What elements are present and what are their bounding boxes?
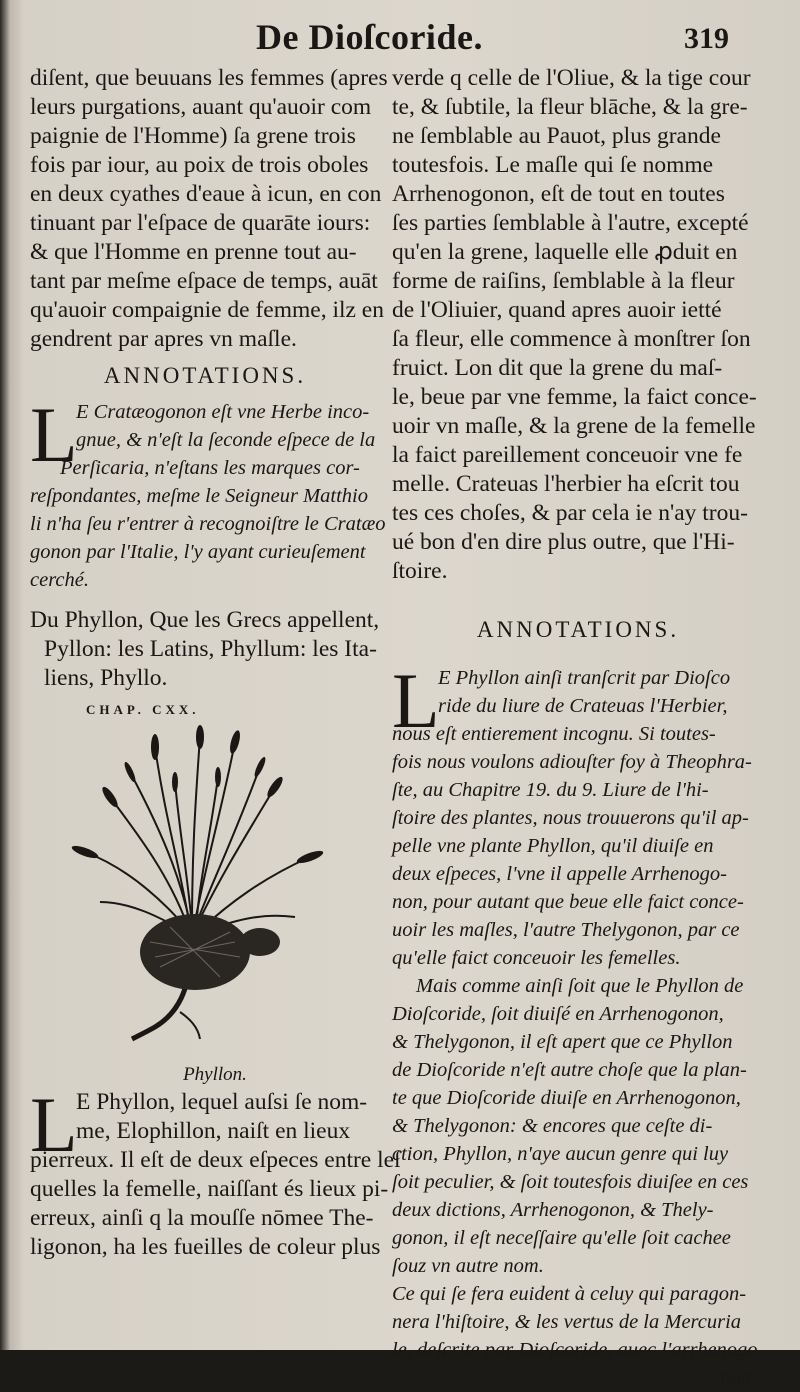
annotation-line: reſpondantes, meſme le Seigneur Matthio — [30, 485, 368, 507]
annotation-line: pelle vne plante Phyllon, qu'il diuiſe en — [392, 835, 714, 857]
annotation-line: uoir les maſles, l'autre Thelygonon, par ce — [392, 919, 740, 941]
text-line: Arrhenogonon, eſt de tout en toutes — [392, 181, 725, 207]
text-line: toutesfois. Le maſle qui ſe nomme — [392, 152, 714, 178]
text-line: en deux cyathes d'eaue à icun, en con — [30, 181, 382, 207]
annotation-line: Perſicaria, n'eſtans les marques cor- — [60, 457, 360, 479]
annotation-line: de Dioſcoride n'eſt autre choſe que la plan- — [392, 1059, 747, 1081]
annotation-paragraph-2 — [392, 972, 764, 1280]
annotation-line: nera l'hiſtoire, & les vertus de la Mercuria — [392, 1311, 742, 1333]
text-line: fois par iour, au poix de trois oboles — [30, 152, 369, 178]
left-column — [30, 64, 401, 1262]
annotation-line: ſte, au Chapitre 19. du 9. Liure de l'hi- — [392, 779, 709, 801]
text-line: melle. Crateuas l'herbier ha eſcrit tou — [392, 471, 740, 497]
chapter-title — [30, 606, 380, 693]
text-line: ſa fleur, elle commence à monſtrer ſon — [392, 326, 751, 352]
text-line: leurs purgations, auant qu'auoir com — [30, 94, 372, 120]
page-number: 319 — [684, 22, 729, 55]
figure-caption: Phyllon. — [183, 1064, 247, 1085]
annotation-line: E Phyllon ainſi tranſcrit par Dioſco — [438, 667, 731, 689]
text-line: ué bon d'en dire plus outre, que l'Hi- — [392, 529, 735, 555]
annotation-line: ſouz vn autre nom. — [392, 1255, 544, 1277]
annotation-line: & Thelygonon: & encores que ceſte di- — [392, 1115, 713, 1137]
body-line: ligonon, ha les fueilles de coleur plus — [30, 1234, 381, 1260]
text-line: diſent, que beuuans les femmes (apres — [30, 65, 388, 91]
annotation-line: ction, Phyllon, n'aye aucun genre qui luy — [392, 1143, 729, 1165]
page-header — [0, 14, 800, 60]
text-line: paignie de l'Homme) ſa grene trois — [30, 123, 356, 149]
annotation-line: non, pour autant que beue elle faict conce- — [392, 891, 744, 913]
text-line: la faict pareillement conceuoir vne fe — [392, 442, 743, 468]
annotation-line: li n'ha ſeu r'entrer à recognoiſtre le Cratæo — [30, 513, 386, 535]
drop-cap: L — [30, 1081, 78, 1168]
body-line: quelles la femelle, naiſſant és lieux pi- — [30, 1176, 389, 1202]
annotation-line: gonon par l'Italie, l'y ayant curieuſement — [30, 541, 366, 563]
chapter-body — [30, 1081, 401, 1262]
text-line: uoir vn maſle, & la grene de la femelle — [392, 413, 756, 439]
text-line: ne ſemblable au Pauot, plus grande — [392, 123, 721, 149]
annotation-line: & Thelygonon, il eſt apert que ce Phyllon — [392, 1031, 733, 1053]
annotation-line: ride du liure de Crateuas l'Herbier, — [438, 695, 728, 717]
annotation-line: deux dictions, Arrhenogonon, & Thely- — [392, 1199, 714, 1221]
chapter-title-line: liens, Phyllo. — [44, 665, 168, 691]
annotation-line: gonon, il eſt neceſſaire qu'elle ſoit cachee — [392, 1227, 731, 1249]
text-line: qu'auoir compaignie de femme, ilz en — [30, 297, 384, 323]
annotation-line: te que Dioſcoride diuiſe en Arrhenogonon, — [392, 1087, 741, 1109]
annotation-line: cerché. — [30, 569, 89, 591]
annotation-line: Mais comme ainſi ſoit que le Phyllon de — [416, 975, 744, 997]
annotation-line: le, deſcrite par Dioſcoride, auec l'arrhenogo — [392, 1339, 758, 1361]
annotations-heading: ANNOTATIONS. — [476, 617, 680, 642]
drop-cap: L — [30, 391, 78, 478]
body-line: me, Elophillon, naiſt en lieux — [76, 1118, 351, 1144]
annotations-heading: ANNOTATIONS. — [103, 363, 307, 388]
text-line: gendrent par apres vn maſle. — [30, 326, 297, 352]
annotation-paragraph-3 — [392, 1280, 764, 1392]
chapter-number: CHAP. CXX. — [86, 702, 200, 717]
chapter-title-line: Pyllon: les Latins, Phyllum: les Ita- — [44, 636, 377, 662]
text-line: ſtoire. — [392, 558, 448, 584]
annotation-line: fois nous voulons adiouſter foy à Theophra- — [392, 751, 752, 773]
annotation-line: Ce qui ſe fera euident à celuy qui paragon- — [392, 1283, 747, 1305]
text-line: le, beue par vne femme, la faict conce- — [392, 384, 757, 410]
text-line: tinuant par l'eſpace de quarāte iours: — [30, 210, 371, 236]
text-line: forme de raiſins, ſemblable à la fleur — [392, 268, 735, 294]
annotation-line: qu'elle faict conceuoir les femelles. — [392, 947, 681, 969]
right-text-block — [392, 64, 764, 586]
plant-illustration — [70, 727, 330, 1057]
body-line: pierreux. Il eſt de deux eſpeces entre leſ — [30, 1147, 401, 1173]
text-line: qu'en la grene, laquelle elle ꝓduit en — [392, 239, 738, 265]
annotation-line: nous eſt entierement incognu. Si toutes- — [392, 723, 716, 745]
body-line: erreux, ainſi q la mouſſe nōmee The- — [30, 1205, 374, 1231]
annotation-block — [392, 657, 764, 972]
text-line: de l'Oliuier, quand apres auoir ietté — [392, 297, 722, 323]
annotation-line: ſoit peculier, & ſoit toutesfois diuiſee en ces — [392, 1171, 749, 1193]
phyllon-woodcut — [30, 727, 380, 1062]
chapter-title-line: Du Phyllon, Que les Grecs appellent, — [30, 607, 380, 633]
text-line: tant par meſme eſpace de temps, auāt — [30, 268, 378, 294]
right-column — [392, 64, 764, 1392]
running-title: De Dioſcoride. — [256, 17, 483, 57]
text-line: fruict. Lon dit que la grene du maſ- — [392, 355, 723, 381]
annotation-line: gnue, & n'eſt la ſeconde eſpece de la — [76, 429, 376, 451]
text-line: verde q celle de l'Oliue, & la tige cour — [392, 65, 751, 91]
annotation-line: Dioſcoride, ſoit diuiſé en Arrhenogonon, — [392, 1003, 724, 1025]
body-line: E Phyllon, lequel auſsi ſe nom- — [76, 1089, 368, 1115]
text-line: ſes parties ſemblable à l'autre, excepté — [392, 210, 749, 236]
annotation-block — [30, 391, 386, 594]
drop-cap: L — [392, 657, 440, 744]
text-line: & que l'Homme en prenne tout au- — [30, 239, 357, 265]
left-text-block — [30, 64, 388, 354]
text-line: tes ces choſes, & par cela ie n'ay trou- — [392, 500, 748, 526]
text-line: te, & ſubtile, la fleur blāche, & la gre- — [392, 94, 748, 120]
annotation-line: E Cratæogonon eſt vne Herbe inco- — [76, 401, 370, 423]
annotation-line: non, — [720, 1367, 756, 1389]
annotation-line: deux eſpeces, l'vne il appelle Arrhenogo- — [392, 863, 727, 885]
annotation-line: ſtoire des plantes, nous trouuerons qu'il ap- — [392, 807, 749, 829]
